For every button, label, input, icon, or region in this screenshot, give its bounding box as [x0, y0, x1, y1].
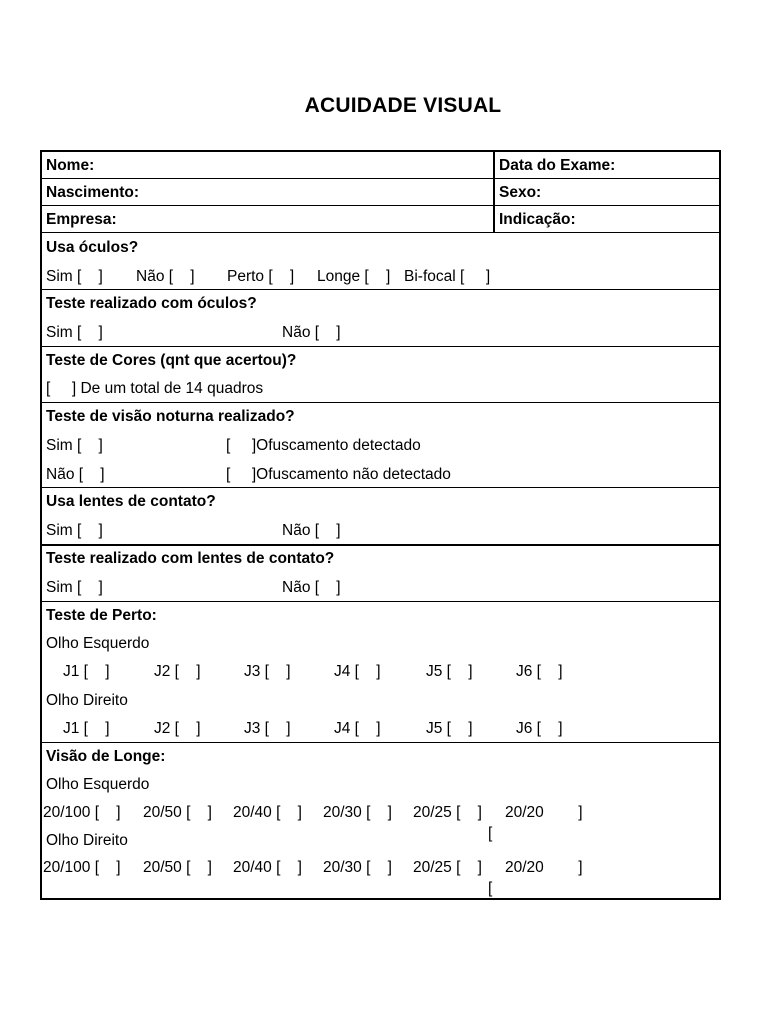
visao-noturna-question: Teste de visão noturna realizado?	[46, 408, 295, 425]
perto-dir-j2-checkbox[interactable]: J2 [ ]	[154, 720, 201, 737]
longe-dir-20-50-checkbox[interactable]: 20/50 [ ]	[143, 859, 212, 876]
lentes-contato-sim-checkbox[interactable]: Sim [ ]	[46, 522, 103, 539]
longe-olho-direito-label: Olho Direito	[46, 832, 128, 849]
perto-esq-j4-checkbox[interactable]: J4 [ ]	[334, 663, 381, 680]
data-exame-field[interactable]: Data do Exame:	[499, 157, 616, 174]
empresa-field[interactable]: Empresa:	[46, 211, 117, 228]
longe-esq-20-30-checkbox[interactable]: 20/30 [ ]	[323, 804, 392, 821]
indicacao-field[interactable]: Indicação:	[499, 211, 576, 228]
sexo-field[interactable]: Sexo:	[499, 184, 542, 201]
teste-lentes-sim-checkbox[interactable]: Sim [ ]	[46, 579, 103, 596]
acuity-form	[40, 150, 721, 900]
row-divider	[42, 205, 719, 206]
lentes-contato-question: Usa lentes de contato?	[46, 493, 216, 510]
teste-lentes-question: Teste realizado com lentes de contato?	[46, 550, 335, 567]
teste-cores-question: Teste de Cores (qnt que acertou)?	[46, 352, 297, 369]
longe-esq-20-20-checkbox[interactable]: 20/20 ]	[505, 804, 583, 821]
longe-esq-wrap-bracket: [	[488, 825, 493, 842]
perto-olho-direito-label: Olho Direito	[46, 692, 128, 709]
ofuscamento-detectado-checkbox[interactable]: [ ]Ofuscamento detectado	[226, 437, 421, 454]
row-divider	[42, 346, 719, 347]
longe-esq-20-25-checkbox[interactable]: 20/25 [ ]	[413, 804, 482, 821]
longe-esq-20-50-checkbox[interactable]: 20/50 [ ]	[143, 804, 212, 821]
perto-esq-j2-checkbox[interactable]: J2 [ ]	[154, 663, 201, 680]
teste-oculos-question: Teste realizado com óculos?	[46, 295, 257, 312]
column-divider	[493, 152, 495, 233]
row-divider	[42, 178, 719, 179]
teste-perto-question: Teste de Perto:	[46, 607, 157, 624]
longe-dir-wrap-bracket: [	[488, 880, 493, 897]
visao-noturna-nao-checkbox[interactable]: Não [ ]	[46, 466, 105, 483]
row-divider	[42, 232, 719, 233]
row-divider	[42, 544, 719, 546]
perto-dir-j3-checkbox[interactable]: J3 [ ]	[244, 720, 291, 737]
usa-oculos-nao-checkbox[interactable]: Não [ ]	[136, 268, 195, 285]
longe-dir-20-100-checkbox[interactable]: 20/100 [ ]	[43, 859, 121, 876]
longe-dir-20-25-checkbox[interactable]: 20/25 [ ]	[413, 859, 482, 876]
row-divider	[42, 487, 719, 488]
teste-lentes-nao-checkbox[interactable]: Não [ ]	[282, 579, 341, 596]
perto-esq-j1-checkbox[interactable]: J1 [ ]	[63, 663, 110, 680]
usa-oculos-perto-checkbox[interactable]: Perto [ ]	[227, 268, 295, 285]
longe-dir-20-40-checkbox[interactable]: 20/40 [ ]	[233, 859, 302, 876]
nascimento-field[interactable]: Nascimento:	[46, 184, 140, 201]
visao-longe-question: Visão de Longe:	[46, 748, 166, 765]
ofuscamento-nao-detectado-checkbox[interactable]: [ ]Ofuscamento não detectado	[226, 466, 451, 483]
perto-dir-j5-checkbox[interactable]: J5 [ ]	[426, 720, 473, 737]
longe-olho-esquerdo-label: Olho Esquerdo	[46, 776, 150, 793]
row-divider	[42, 402, 719, 403]
page-title: ACUIDADE VISUAL	[304, 94, 502, 117]
longe-esq-20-40-checkbox[interactable]: 20/40 [ ]	[233, 804, 302, 821]
usa-oculos-longe-checkbox[interactable]: Longe [ ]	[317, 268, 391, 285]
perto-dir-j4-checkbox[interactable]: J4 [ ]	[334, 720, 381, 737]
perto-olho-esquerdo-label: Olho Esquerdo	[46, 635, 150, 652]
longe-esq-20-100-checkbox[interactable]: 20/100 [ ]	[43, 804, 121, 821]
perto-dir-j6-checkbox[interactable]: J6 [ ]	[516, 720, 563, 737]
perto-esq-j3-checkbox[interactable]: J3 [ ]	[244, 663, 291, 680]
perto-esq-j5-checkbox[interactable]: J5 [ ]	[426, 663, 473, 680]
usa-oculos-bifocal-checkbox[interactable]: Bi-focal [ ]	[404, 268, 491, 285]
usa-oculos-sim-checkbox[interactable]: Sim [ ]	[46, 268, 103, 285]
row-divider	[42, 601, 719, 602]
teste-oculos-nao-checkbox[interactable]: Não [ ]	[282, 324, 341, 341]
nome-field[interactable]: Nome:	[46, 157, 95, 174]
visao-noturna-sim-checkbox[interactable]: Sim [ ]	[46, 437, 103, 454]
longe-dir-20-20-checkbox[interactable]: 20/20 ]	[505, 859, 583, 876]
row-divider	[42, 289, 719, 290]
teste-oculos-sim-checkbox[interactable]: Sim [ ]	[46, 324, 103, 341]
perto-dir-j1-checkbox[interactable]: J1 [ ]	[63, 720, 110, 737]
teste-cores-answer[interactable]: [ ] De um total de 14 quadros	[46, 380, 264, 397]
row-divider	[42, 742, 719, 743]
usa-oculos-question: Usa óculos?	[46, 239, 139, 256]
longe-dir-20-30-checkbox[interactable]: 20/30 [ ]	[323, 859, 392, 876]
perto-esq-j6-checkbox[interactable]: J6 [ ]	[516, 663, 563, 680]
lentes-contato-nao-checkbox[interactable]: Não [ ]	[282, 522, 341, 539]
